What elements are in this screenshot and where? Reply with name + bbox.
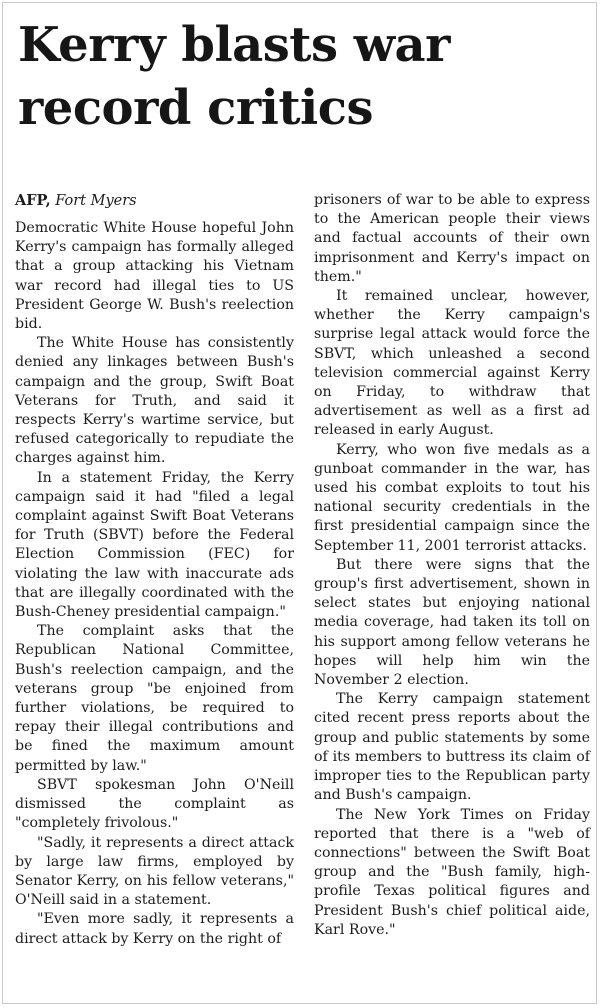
paragraph: Kerry, who won five medals as a gunboat commander in the war, has used his combat exploits to tout his national security credentials in the first presidential campaign since the September 11, 2001 terrorist attacks. [314, 441, 590, 554]
byline-agency: AFP, [15, 192, 51, 209]
byline [15, 191, 294, 211]
paragraph: But there were signs that the group's first advertisement, shown in select states but enjoying national media coverage, had taken its toll on his support among fellow veterans he hopes will help him win the November 2 election. [314, 556, 590, 689]
headline [18, 14, 593, 140]
paragraph: "Even more sadly, it represents a direct attack by Kerry on the right of [15, 911, 294, 947]
paragraph: Democratic White House hopeful John Kerry's campaign has formally alleged that a group attacking his Vietnam war record had illegal ties to US President George W. Bush's reelection bid. [15, 220, 294, 333]
paragraph: It remained unclear, however, whether the Kerry campaign's surprise legal attack would force the SBVT, which unleashed a second television commercial against Kerry on Friday, to withdraw that advertisement as well as a first ad released in early August. [314, 288, 590, 439]
right-column [314, 191, 590, 940]
paragraph: The Kerry campaign statement cited recent press reports about the group and public statements by some of its members to buttress its claim of improper ties to the Republican party and Bush's campaign. [314, 691, 590, 804]
paragraph: "Sadly, it represents a direct attack by large law firms, employed by Senator Kerry, on his fellow veterans," O'Neill said in a statement. [15, 834, 294, 909]
paragraph: In a statement Friday, the Kerry campaign said it had "filed a legal complaint against Swift Boat Veterans for Truth (SBVT) before the Federal Election Commission (FEC) for violating the law with inaccurate ads that are illegally coordinated with the Bush-Cheney presidential campaign." [15, 469, 294, 621]
paragraph: The complaint asks that the Republican National Committee, Bush's reelection campaign, and the veterans group "be enjoined from further violations, be required to repay their illegal contributions and be fined the maximum amount permitted by law." [15, 623, 294, 774]
paragraph: The White House has consistently denied any linkages between Bush's campaign and the group, Swift Boat Veterans for Truth, and said it respects Kerry's wartime service, but refused categorically to repudiate the charges against him. [15, 335, 294, 467]
paragraph: The New York Times on Friday reported that there is a "web of connections" between the Swift Boat group and the "Bush family, high-profile Texas political figures and President Bush's chief political aide, Karl Rove." [314, 806, 590, 938]
paragraph-continued: prisoners of war to be able to express to the American people their views and factual accounts of their own imprisonment and Kerry's impact on them." [314, 192, 590, 285]
byline-location: Fort Myers [55, 193, 137, 209]
paragraph: SBVT spokesman John O'Neill dismissed the complaint as "completely frivolous." [15, 776, 294, 832]
headline-line-2: record critics [18, 80, 374, 136]
left-column [15, 191, 294, 949]
headline-line-1: Kerry blasts war [18, 17, 450, 73]
